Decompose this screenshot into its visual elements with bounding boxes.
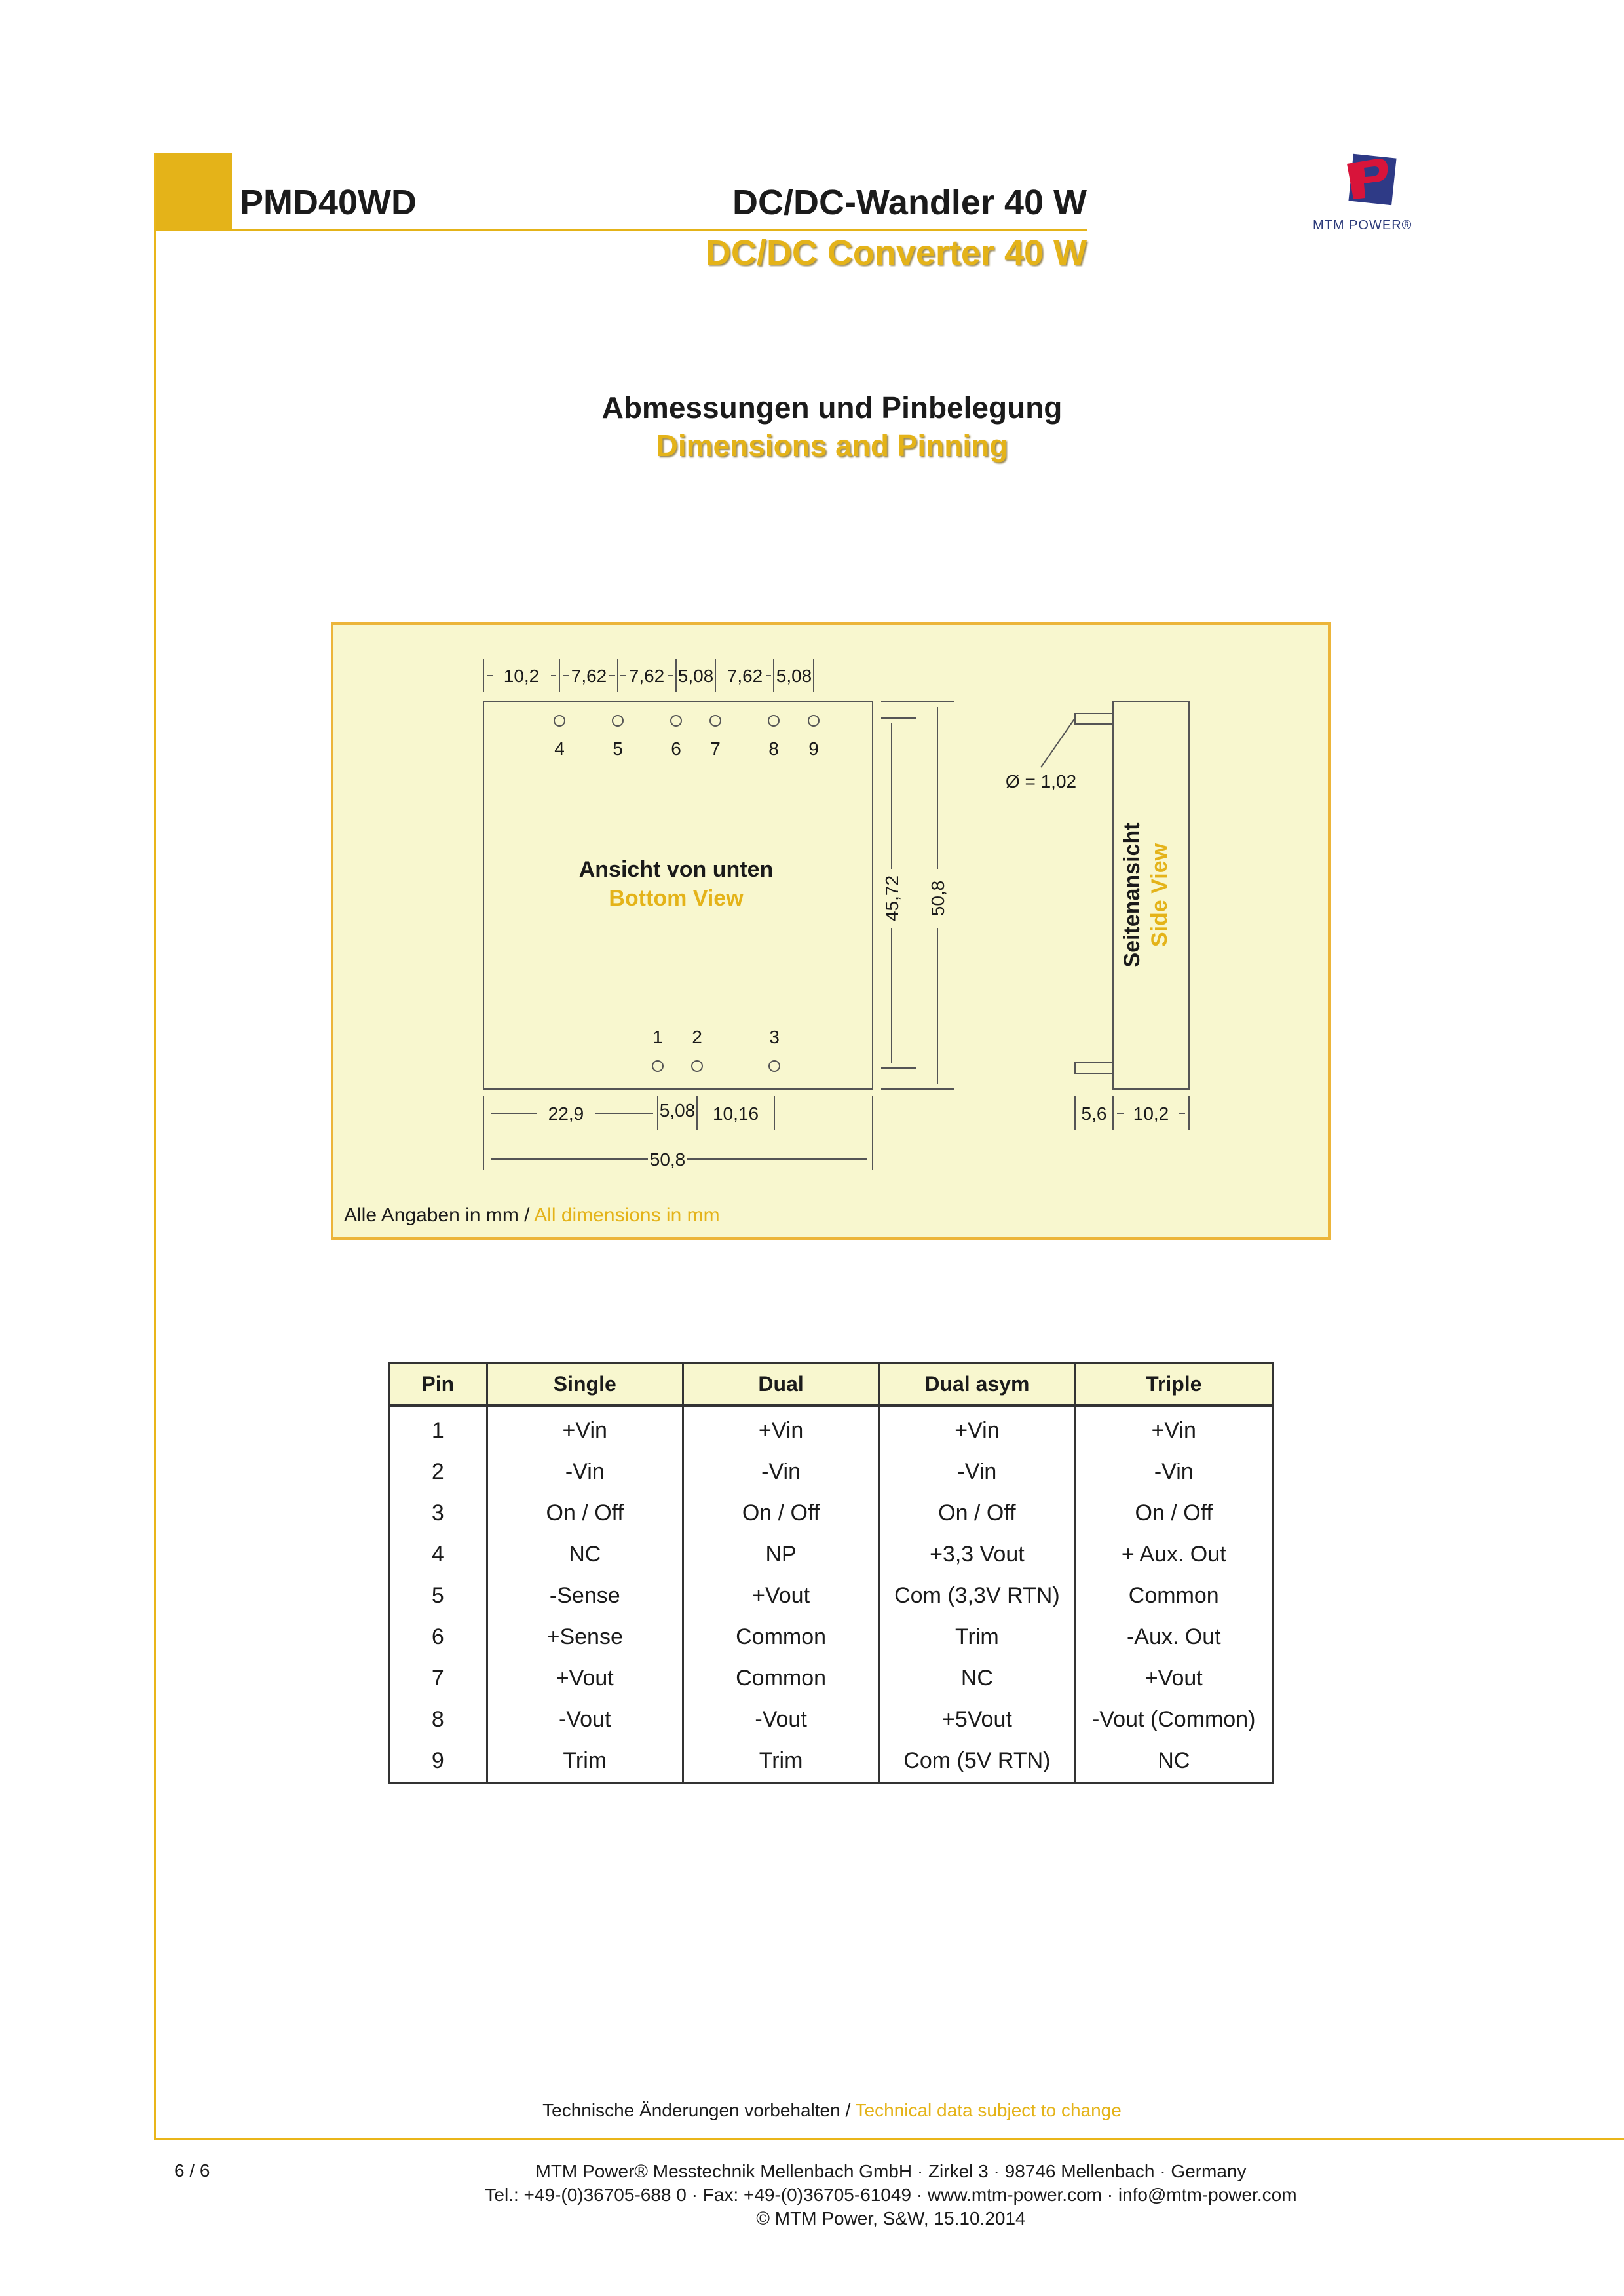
table-cell: + Aux. Out: [1075, 1534, 1272, 1575]
footer-company-address: MTM Power® Messtechnik Mellenbach GmbH · Zirkel 3 · 98746 Mellenbach · Germany: [535, 2161, 1247, 2181]
footer-contact: Tel.: +49-(0)36705-688 0 · Fax: +49-(0)36705-61049 · www.mtm-power.com · info@mtm-power.com: [485, 2185, 1297, 2205]
dim-side-2: 10,2: [1133, 1103, 1169, 1124]
dim-bottom-2: 5,08: [659, 1100, 696, 1120]
header-single: Single: [487, 1364, 683, 1406]
table-cell: -Vin: [1075, 1451, 1272, 1493]
company-footer: [0, 2160, 1624, 2230]
table-header-row: [389, 1364, 1273, 1406]
dim-bottom-1: 22,9: [548, 1103, 584, 1124]
section-title-english: Dimensions and Pinning: [656, 429, 1008, 463]
table-row: [389, 1406, 1273, 1452]
dim-height-inner: 45,72: [882, 875, 902, 922]
table-cell: -Vin: [683, 1451, 878, 1493]
table-cell: NC: [487, 1534, 683, 1575]
table-row: [389, 1534, 1273, 1575]
table-cell: +Vin: [879, 1406, 1075, 1452]
table-row: [389, 1617, 1273, 1658]
header-triple: Triple: [1075, 1364, 1272, 1406]
table-cell: 9: [389, 1740, 487, 1783]
pin-label-7: 7: [710, 738, 721, 759]
note-english: All dimensions in mm: [534, 1204, 720, 1226]
pin-label-8: 8: [768, 738, 779, 759]
table-cell: NC: [1075, 1740, 1272, 1783]
frame-bottom-line: [154, 2138, 1624, 2140]
table-cell: On / Off: [487, 1493, 683, 1534]
table-cell: -Vout: [487, 1699, 683, 1740]
dim-height-outer: 50,8: [928, 880, 948, 917]
table-cell: -Vout (Common): [1075, 1699, 1272, 1740]
table-cell: +Vin: [487, 1406, 683, 1452]
header-rule: [232, 229, 1087, 231]
table-cell: +Vout: [1075, 1658, 1272, 1699]
table-cell: Common: [683, 1617, 878, 1658]
side-view-label-en: Side View: [1147, 843, 1172, 947]
table-cell: 4: [389, 1534, 487, 1575]
table-cell: Trim: [879, 1617, 1075, 1658]
table-cell: 3: [389, 1493, 487, 1534]
table-cell: 2: [389, 1451, 487, 1493]
pin-assignment-table: [388, 1362, 1274, 1784]
dimensions-note: [344, 1204, 720, 1227]
header-dual-asym: Dual asym: [879, 1364, 1075, 1406]
table-cell: Common: [1075, 1575, 1272, 1617]
table-cell: 8: [389, 1699, 487, 1740]
dim-top-5: 7,62: [727, 666, 763, 686]
table-row: [389, 1699, 1273, 1740]
dimension-drawing: [333, 625, 1333, 1242]
title-german: DC/DC-Wandler 40 W: [732, 183, 1087, 222]
table-cell: NC: [879, 1658, 1075, 1699]
pin-label-2: 2: [692, 1027, 702, 1047]
logo-text: MTM POWER®: [1313, 218, 1412, 233]
table-cell: On / Off: [879, 1493, 1075, 1534]
footer-note-english: Technical data subject to change: [855, 2100, 1122, 2120]
dim-top-4: 5,08: [677, 666, 714, 686]
table-cell: 5: [389, 1575, 487, 1617]
pin-label-4: 4: [554, 738, 565, 759]
table-cell: -Aux. Out: [1075, 1617, 1272, 1658]
table-cell: +Vin: [1075, 1406, 1272, 1452]
dim-top-3: 7,62: [628, 666, 665, 686]
dim-side-1: 5,6: [1081, 1103, 1107, 1124]
dim-width-total: 50,8: [649, 1149, 686, 1170]
footer-note-german: Technische Änderungen vorbehalten /: [542, 2100, 856, 2120]
footer-copyright: © MTM Power, S&W, 15.10.2014: [756, 2208, 1026, 2229]
pin-label-6: 6: [671, 738, 681, 759]
table-cell: +Vout: [683, 1575, 878, 1617]
section-title-german: Abmessungen und Pinbelegung: [601, 391, 1063, 425]
dim-top-2: 7,62: [571, 666, 607, 686]
table-cell: Com (3,3V RTN): [879, 1575, 1075, 1617]
dim-top-1: 10,2: [503, 666, 540, 686]
header-dual: Dual: [683, 1364, 878, 1406]
table-cell: +5Vout: [879, 1699, 1075, 1740]
table-cell: NP: [683, 1534, 878, 1575]
table-cell: +Sense: [487, 1617, 683, 1658]
pin-label-3: 3: [769, 1027, 780, 1047]
header-pin: Pin: [389, 1364, 487, 1406]
table-cell: Common: [683, 1658, 878, 1699]
table-row: [389, 1493, 1273, 1534]
table-cell: 7: [389, 1658, 487, 1699]
product-code: PMD40WD: [240, 183, 417, 222]
pin-label-9: 9: [808, 738, 819, 759]
bottom-view-label-en: Bottom View: [609, 886, 744, 911]
bottom-view-label-de: Ansicht von unten: [578, 857, 774, 882]
side-view-label-de: Seitenansicht: [1120, 822, 1144, 968]
table-cell: Trim: [487, 1740, 683, 1783]
table-cell: 1: [389, 1406, 487, 1452]
table-cell: On / Off: [1075, 1493, 1272, 1534]
mtm-power-logo-icon: [1342, 152, 1398, 208]
table-cell: Com (5V RTN): [879, 1740, 1075, 1783]
pin-diameter-label: Ø = 1,02: [1005, 771, 1077, 792]
dim-top-6: 5,08: [776, 666, 812, 686]
page-number: 6 / 6: [174, 2160, 210, 2181]
table-row: [389, 1575, 1273, 1617]
table-cell: +Vout: [487, 1658, 683, 1699]
table-cell: -Vin: [487, 1451, 683, 1493]
pin-label-1: 1: [652, 1027, 663, 1047]
table-cell: +3,3 Vout: [879, 1534, 1075, 1575]
title-english: DC/DC Converter 40 W: [705, 233, 1087, 273]
table-cell: -Vout: [683, 1699, 878, 1740]
header-accent-block: [156, 153, 232, 231]
table-row: [389, 1658, 1273, 1699]
table-cell: -Sense: [487, 1575, 683, 1617]
table-cell: On / Off: [683, 1493, 878, 1534]
table-cell: -Vin: [879, 1451, 1075, 1493]
table-row: [389, 1740, 1273, 1783]
dim-bottom-3: 10,16: [712, 1103, 759, 1124]
table-cell: +Vin: [683, 1406, 878, 1452]
table-cell: 6: [389, 1617, 487, 1658]
table-row: [389, 1451, 1273, 1493]
note-german: Alle Angaben in mm /: [344, 1204, 535, 1226]
table-cell: Trim: [683, 1740, 878, 1783]
technical-change-note: [0, 2100, 1624, 2121]
pin-label-5: 5: [613, 738, 623, 759]
dimension-diagram: [331, 622, 1331, 1240]
